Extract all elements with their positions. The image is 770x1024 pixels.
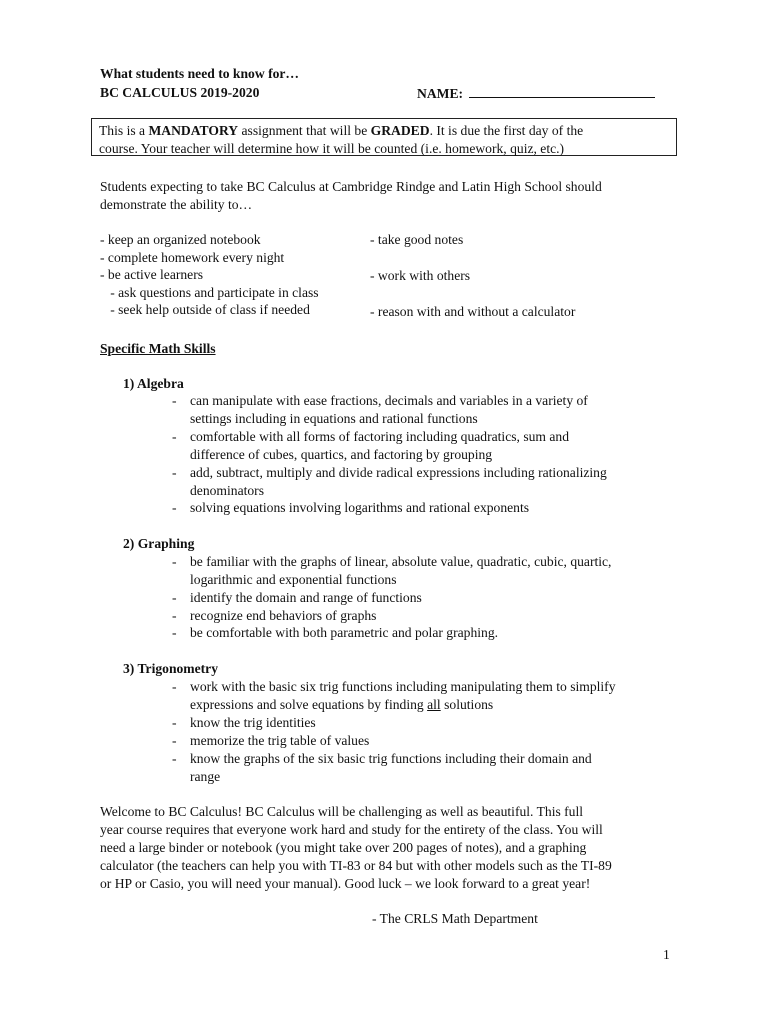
list-item: settings including in equations and rational functions	[190, 411, 478, 426]
dash: -	[172, 625, 177, 640]
list-item: comfortable with all forms of factoring including quadratics, sum and	[190, 429, 570, 444]
notice-graded: GRADED	[370, 123, 430, 138]
notice-text: assignment that will be	[238, 123, 371, 138]
ability-item: - take good notes	[370, 232, 464, 247]
list-item: denominators	[190, 483, 264, 498]
list-item: know the graphs of the six basic trig functions including their domain and	[190, 751, 592, 766]
list-item: expressions and solve equations by finding all solutions	[190, 697, 494, 712]
intro-line2: demonstrate the ability to…	[100, 197, 253, 212]
list-item: can manipulate with ease fractions, decimals and variables in a variety of	[190, 393, 588, 408]
closing-line: year course requires that everyone work hard and study for the entirety of the class. You will	[100, 822, 603, 837]
list-item: solving equations involving logarithms and rational exponents	[190, 500, 530, 515]
name-blank[interactable]	[469, 84, 655, 98]
ability-item: - seek help outside of class if needed	[100, 302, 310, 318]
list-item: know the trig identities	[190, 715, 316, 730]
dash: -	[172, 679, 177, 694]
dash: -	[172, 715, 177, 730]
notice-text: This is a	[99, 123, 149, 138]
section-algebra-title: 1) Algebra	[123, 376, 184, 391]
list-item: add, subtract, multiply and divide radical expressions including rationalizing	[190, 465, 607, 480]
list-item: be comfortable with both parametric and polar graphing.	[190, 625, 499, 640]
mandatory-notice	[91, 118, 677, 156]
doc-title: What students need to know for…	[100, 66, 300, 81]
ability-item: - keep an organized notebook	[100, 232, 261, 247]
list-item: difference of cubes, quartics, and factoring by grouping	[190, 447, 493, 462]
notice-mandatory: MANDATORY	[148, 123, 239, 138]
list-item: memorize the trig table of values	[190, 733, 370, 748]
dash: -	[172, 733, 177, 748]
notice-text: . It is due the first day of the	[429, 123, 584, 138]
dash: -	[172, 608, 177, 623]
list-item: range	[190, 769, 221, 784]
ability-item: - ask questions and participate in class	[100, 284, 319, 300]
closing-line: Welcome to BC Calculus! BC Calculus will be challenging as well as beautiful. This full	[100, 804, 584, 819]
closing-line: or HP or Casio, you will need your manual). Good luck – we look forward to a great year!	[100, 876, 591, 891]
dash: -	[172, 554, 177, 569]
abilities-left	[100, 231, 319, 319]
ability-item: - complete homework every night	[100, 249, 285, 265]
page-number: 1	[663, 947, 670, 962]
emphasis-all: all	[427, 697, 441, 712]
section-graphing-title: 2) Graphing	[123, 536, 195, 551]
closing-line: need a large binder or notebook (you might take over 200 pages of notes), and a graphing	[100, 840, 587, 855]
ability-item: - work with others	[370, 268, 471, 283]
dash: -	[172, 393, 177, 408]
list-item: recognize end behaviors of graphs	[190, 608, 377, 623]
dash: -	[172, 429, 177, 444]
intro-line1: Students expecting to take BC Calculus at Cambridge Rindge and Latin High School should	[100, 179, 602, 194]
name-field[interactable]	[417, 84, 655, 103]
skills-heading: Specific Math Skills	[100, 341, 216, 356]
section-trig-title: 3) Trigonometry	[123, 661, 219, 676]
list-item: work with the basic six trig functions including manipulating them to simplify	[190, 679, 616, 694]
ability-item: - reason with and without a calculator	[370, 304, 576, 319]
dash: -	[172, 590, 177, 605]
list-item: logarithmic and exponential functions	[190, 572, 397, 587]
name-label: NAME:	[417, 86, 464, 101]
closing-line: calculator (the teachers can help you with TI-83 or 84 but with other models such as the TI-89	[100, 858, 612, 873]
ability-item: - be active learners	[100, 267, 204, 283]
dash: -	[172, 500, 177, 515]
course-title: BC CALCULUS 2019-2020	[100, 85, 260, 100]
dash: -	[172, 751, 177, 766]
dash: -	[172, 465, 177, 480]
notice-line2: course. Your teacher will determine how it will be counted (i.e. homework, quiz, etc.)	[99, 140, 565, 156]
list-item: identify the domain and range of functions	[190, 590, 422, 605]
list-item: be familiar with the graphs of linear, absolute value, quadratic, cubic, quartic,	[190, 554, 612, 569]
signature: - The CRLS Math Department	[372, 911, 538, 926]
